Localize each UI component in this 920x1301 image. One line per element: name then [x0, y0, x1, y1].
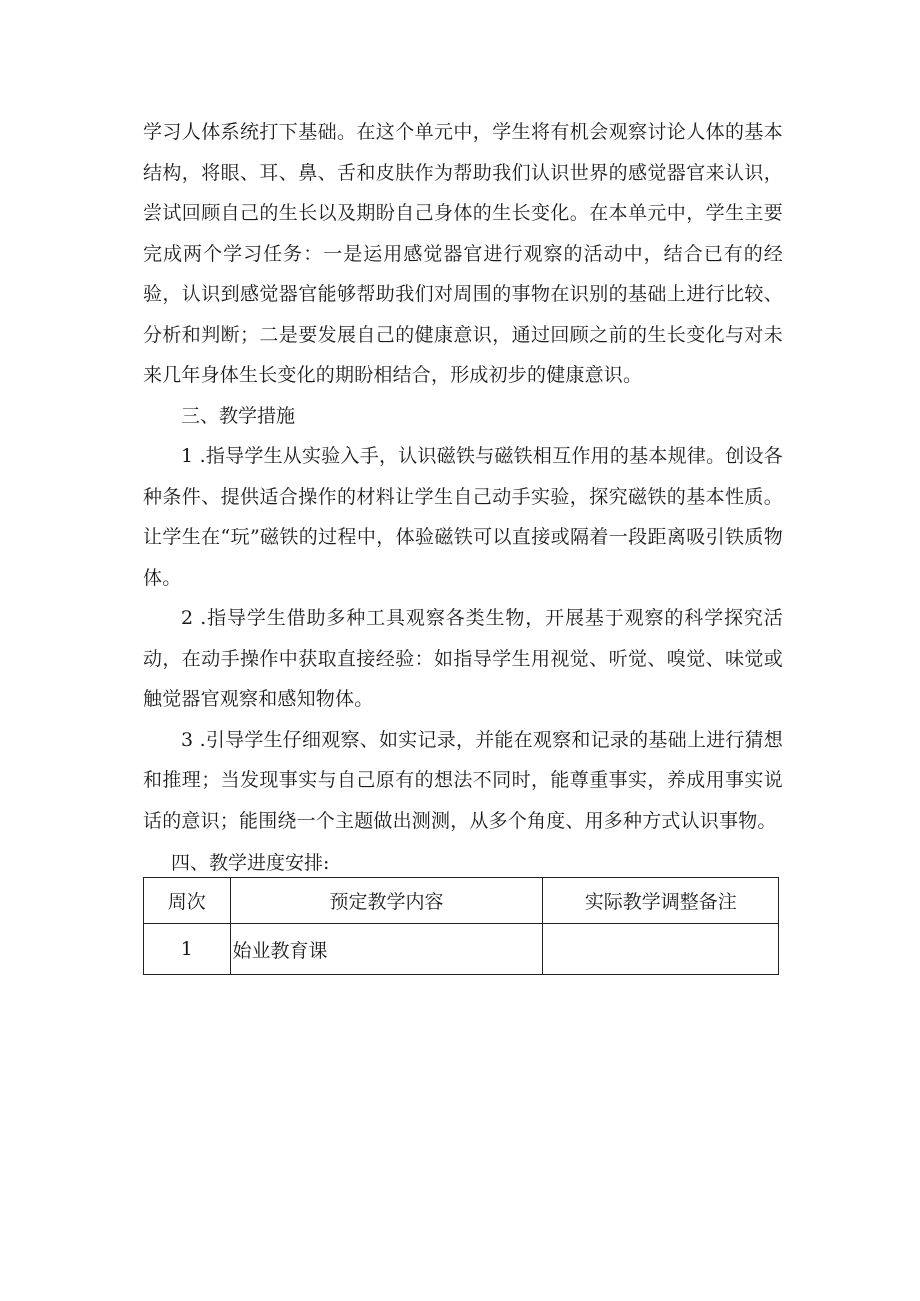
section3-item-2: 2 .指导学生借助多种工具观察各类生物，开展基于观察的科学探究活动，在动手操作中获取直接经验：如指导学生用视觉、听觉、嗅觉、味觉或触觉器官观察和感知物体。	[143, 607, 783, 710]
cell-planned-content: 始业教育课	[230, 924, 543, 975]
document-page	[143, 112, 783, 975]
cell-week: 1	[144, 924, 231, 975]
table-row	[144, 924, 779, 975]
section3-item-1: 1 .指导学生从实验入手，认识磁铁与磁铁相互作用的基本规律。创设各种条件、提供适合操作的材料让学生自己动手实验，探究磁铁的基本性质。让学生在“玩”磁铁的过程中，体验磁铁可以直接或隔着一段距离吸引铁质物体。	[143, 445, 783, 589]
header-adjustment-notes: 实际教学调整备注	[543, 878, 779, 924]
table-header-row	[144, 878, 779, 924]
section4-heading: 四、教学进度安排:	[171, 852, 330, 874]
cell-adjustment-notes	[543, 924, 779, 975]
section3-heading: 三、教学措施	[181, 404, 296, 427]
section3-item-3: 3 .引导学生仔细观察、如实记录，并能在观察和记录的基础上进行猜想和推理；当发现事实与自己原有的想法不同时，能尊重事实，养成用事实说话的意识；能围绕一个主题做出测测，从多个角度、用多种方式认识事物。	[143, 728, 783, 832]
intro-paragraph: 学习人体系统打下基础。在这个单元中，学生将有机会观察讨论人体的基本结构，将眼、耳、鼻、舌和皮肤作为帮助我们认识世界的感觉器官来认识，尝试回顾自己的生长以及期盼自己身体的生长变化。在本单元中，学生主要完成两个学习任务：一是运用感觉器官进行观察的活动中，结合已有的经验，认识到感觉器官能够帮助我们对周围的事物在识别的基础上进行比较、分析和判断；二是要发展自己的健康意识，通过回顾之前的生长变化与对未来几年身体生长变化的期盼相结合，形成初步的健康意识。	[143, 121, 783, 386]
schedule-table	[143, 877, 779, 975]
header-planned-content: 预定教学内容	[230, 878, 543, 924]
header-week: 周次	[144, 878, 231, 924]
